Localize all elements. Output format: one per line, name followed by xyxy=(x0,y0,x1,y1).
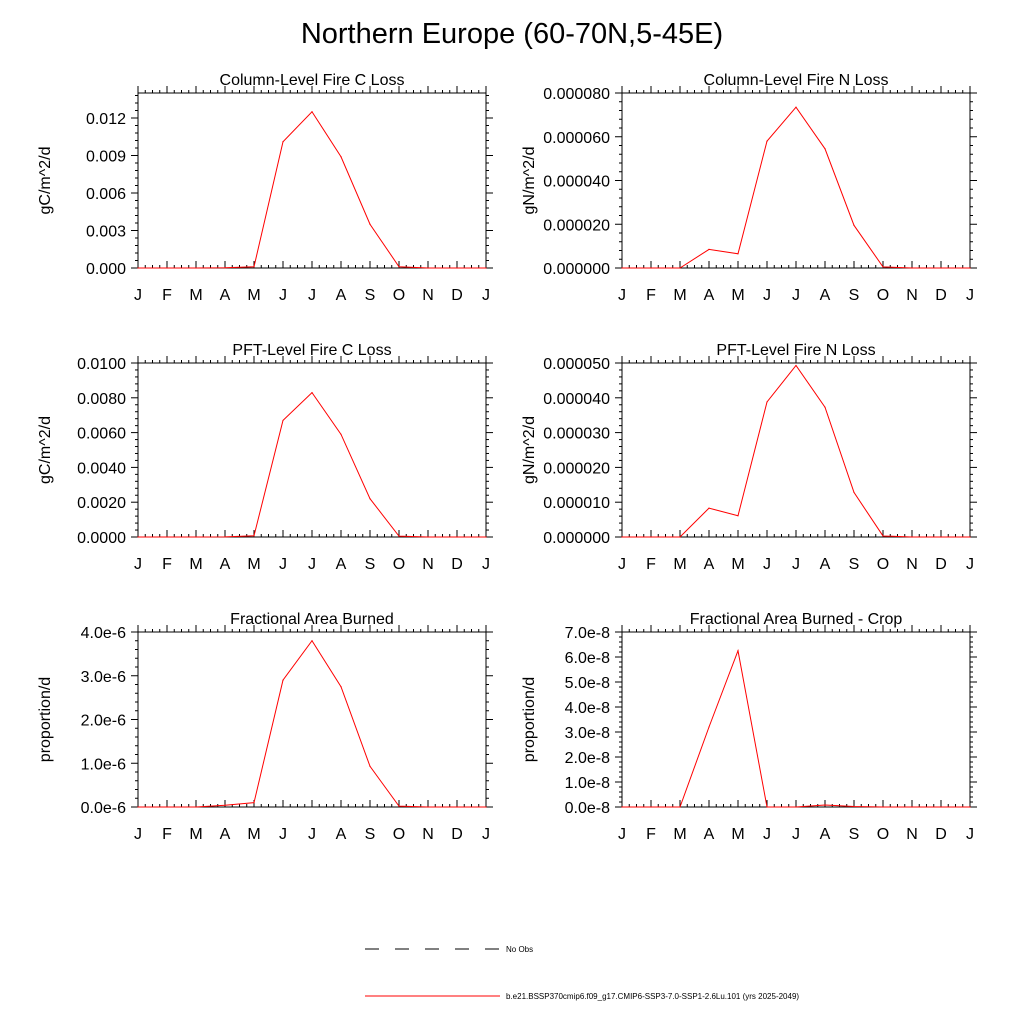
data-point xyxy=(340,434,341,435)
data-point xyxy=(766,401,767,402)
panel-title: PFT-Level Fire C Loss xyxy=(232,342,392,359)
x-tick-label: N xyxy=(422,287,434,304)
x-tick-label: J xyxy=(618,556,626,573)
plot-frame xyxy=(138,363,486,537)
y-tick-label: 3.0e-6 xyxy=(80,668,126,686)
y-tick-label: 5.0e-8 xyxy=(564,675,610,692)
plot-frame xyxy=(622,363,970,537)
x-tick-label: O xyxy=(392,287,406,304)
y-tick-label: 0.000000 xyxy=(543,261,610,278)
data-point xyxy=(369,498,370,499)
x-tick-label: J xyxy=(134,287,142,304)
x-tick-label: A xyxy=(219,287,231,304)
x-tick-label: N xyxy=(906,287,918,304)
x-tick-label: S xyxy=(364,287,376,304)
y-tick-label: 0.000060 xyxy=(543,129,610,147)
x-tick-label: F xyxy=(162,556,172,573)
x-tick-label: J xyxy=(618,287,626,304)
y-tick-label: 1.0e-6 xyxy=(80,756,126,774)
data-point xyxy=(340,686,341,687)
x-tick-label: D xyxy=(451,826,463,843)
data-point xyxy=(650,806,651,807)
y-tick-label: 0.0060 xyxy=(77,425,126,443)
data-point xyxy=(224,805,225,806)
y-tick-label: 0.012 xyxy=(85,111,126,128)
x-tick-label: M xyxy=(247,287,261,304)
x-tick-label: J xyxy=(482,556,490,573)
data-point xyxy=(940,267,941,268)
data-point xyxy=(485,267,486,268)
y-tick-label: 0.003 xyxy=(85,223,126,241)
data-point xyxy=(882,806,883,807)
y-tick-label: 0.000020 xyxy=(543,217,610,235)
y-tick-label: 0.006 xyxy=(85,186,126,203)
data-point xyxy=(166,806,167,807)
data-point xyxy=(737,515,738,516)
x-tick-label: F xyxy=(162,287,172,304)
x-tick-label: D xyxy=(935,556,947,573)
data-point xyxy=(137,806,138,807)
x-tick-label: S xyxy=(848,556,860,573)
x-tick-label: M xyxy=(189,287,203,304)
x-tick-label: J xyxy=(792,556,800,573)
data-point xyxy=(679,536,680,537)
y-tick-label: 0.000 xyxy=(85,261,126,278)
chart-panels xyxy=(37,72,977,843)
data-point xyxy=(824,148,825,149)
data-point xyxy=(621,267,622,268)
legend xyxy=(365,945,799,1001)
y-tick-label: 0.000030 xyxy=(543,425,610,443)
x-tick-label: J xyxy=(279,826,287,843)
x-tick-label: M xyxy=(731,556,745,573)
data-point xyxy=(253,535,254,536)
data-point xyxy=(311,640,312,641)
x-tick-label: D xyxy=(451,556,463,573)
y-tick-label: 4.0e-8 xyxy=(564,700,610,717)
data-point xyxy=(853,225,854,226)
data-point xyxy=(940,536,941,537)
plot-frame xyxy=(622,93,970,268)
data-point xyxy=(456,267,457,268)
chart-panel-4 xyxy=(521,342,977,573)
data-point xyxy=(137,267,138,268)
data-point xyxy=(824,804,825,805)
x-tick-label: A xyxy=(819,826,831,843)
data-point xyxy=(708,726,709,727)
data-point xyxy=(311,392,312,393)
x-tick-label: J xyxy=(966,287,974,304)
x-tick-label: A xyxy=(703,826,715,843)
panel-title: PFT-Level Fire N Loss xyxy=(716,342,876,359)
data-point xyxy=(766,141,767,142)
x-tick-label: J xyxy=(763,826,771,843)
y-axis-label: proportion/d xyxy=(521,676,538,763)
data-point xyxy=(398,536,399,537)
data-point xyxy=(166,536,167,537)
legend-label-no-obs: No Obs xyxy=(506,945,534,954)
data-point xyxy=(969,267,970,268)
data-point xyxy=(882,535,883,536)
data-point xyxy=(853,492,854,493)
data-point xyxy=(456,806,457,807)
data-point xyxy=(195,267,196,268)
x-tick-label: J xyxy=(308,556,316,573)
data-point xyxy=(650,536,651,537)
x-tick-label: F xyxy=(646,287,656,304)
y-tick-label: 0.000080 xyxy=(543,86,610,103)
x-tick-label: J xyxy=(134,826,142,843)
y-axis-label: gC/m^2/d xyxy=(37,146,54,215)
x-tick-label: M xyxy=(673,287,687,304)
y-tick-label: 6.0e-8 xyxy=(564,650,610,667)
data-point xyxy=(766,806,767,807)
y-axis-label: gC/m^2/d xyxy=(37,416,54,484)
data-point xyxy=(282,420,283,421)
data-point xyxy=(708,249,709,250)
x-tick-label: A xyxy=(219,826,231,843)
legend-label-model: b.e21.BSSP370cmip6.f09_g17.CMIP6-SSP3-7.0-SSP1-2.6Lu.101 (yrs 2025-2049) xyxy=(506,992,800,1001)
x-tick-label: A xyxy=(819,556,831,573)
x-tick-label: A xyxy=(703,287,715,304)
y-tick-label: 0.0000 xyxy=(77,530,126,547)
x-tick-label: M xyxy=(247,556,261,573)
y-tick-label: 4.0e-6 xyxy=(80,625,126,642)
y-tick-label: 0.0040 xyxy=(77,460,126,478)
x-tick-label: J xyxy=(279,287,287,304)
x-tick-label: A xyxy=(335,287,347,304)
series-line-1 xyxy=(138,393,486,537)
y-tick-label: 0.000040 xyxy=(543,390,610,408)
data-point xyxy=(282,680,283,681)
y-tick-label: 1.0e-8 xyxy=(564,775,610,792)
data-point xyxy=(737,650,738,651)
x-tick-label: D xyxy=(935,826,947,843)
x-tick-label: M xyxy=(189,556,203,573)
x-tick-label: A xyxy=(335,556,347,573)
x-tick-label: J xyxy=(966,556,974,573)
data-point xyxy=(340,156,341,157)
data-point xyxy=(824,407,825,408)
x-tick-label: O xyxy=(876,826,890,843)
data-point xyxy=(224,536,225,537)
data-point xyxy=(621,806,622,807)
x-tick-label: J xyxy=(618,826,626,843)
y-tick-label: 0.009 xyxy=(85,148,126,166)
x-tick-label: M xyxy=(731,826,745,843)
x-tick-label: F xyxy=(646,826,656,843)
data-point xyxy=(282,141,283,142)
x-tick-label: D xyxy=(935,287,947,304)
x-tick-label: O xyxy=(392,826,406,843)
data-point xyxy=(166,267,167,268)
y-tick-label: 0.0e-8 xyxy=(564,800,610,817)
data-point xyxy=(195,536,196,537)
data-point xyxy=(427,806,428,807)
x-tick-label: S xyxy=(364,826,376,843)
x-tick-label: A xyxy=(335,826,347,843)
data-point xyxy=(224,267,225,268)
plot-frame xyxy=(622,632,970,807)
x-tick-label: O xyxy=(876,556,890,573)
x-tick-label: J xyxy=(792,287,800,304)
y-axis-label: proportion/d xyxy=(37,676,54,763)
plot-frame xyxy=(138,632,486,807)
chart-panel-5 xyxy=(37,611,493,843)
x-tick-label: O xyxy=(876,287,890,304)
chart-panel-1 xyxy=(37,72,493,304)
x-tick-label: J xyxy=(134,556,142,573)
x-tick-label: J xyxy=(279,556,287,573)
figure-title: Northern Europe (60-70N,5-45E) xyxy=(300,18,724,50)
x-tick-label: M xyxy=(189,826,203,843)
data-point xyxy=(621,536,622,537)
chart-panel-2 xyxy=(521,72,977,304)
x-tick-label: J xyxy=(308,287,316,304)
data-point xyxy=(398,806,399,807)
x-tick-label: M xyxy=(247,826,261,843)
data-point xyxy=(737,253,738,254)
series-line-1 xyxy=(622,107,970,268)
y-tick-label: 0.000050 xyxy=(543,356,610,373)
data-point xyxy=(940,806,941,807)
data-point xyxy=(650,267,651,268)
panel-title: Fractional Area Burned - Crop xyxy=(689,611,903,628)
y-axis-label: gN/m^2/d xyxy=(521,416,538,484)
x-tick-label: M xyxy=(673,826,687,843)
series-line-1 xyxy=(622,651,970,807)
series-line-1 xyxy=(622,365,970,537)
x-tick-label: S xyxy=(848,287,860,304)
plot-frame xyxy=(138,93,486,268)
data-point xyxy=(456,536,457,537)
data-point xyxy=(253,266,254,267)
x-tick-label: D xyxy=(451,287,463,304)
data-point xyxy=(253,802,254,803)
x-tick-label: J xyxy=(966,826,974,843)
data-point xyxy=(911,267,912,268)
x-tick-label: J xyxy=(763,556,771,573)
y-tick-label: 0.000000 xyxy=(543,530,610,547)
y-tick-label: 0.0100 xyxy=(77,356,126,373)
data-point xyxy=(195,806,196,807)
y-tick-label: 2.0e-8 xyxy=(564,750,610,767)
data-point xyxy=(795,365,796,366)
x-tick-label: A xyxy=(819,287,831,304)
y-tick-label: 0.0020 xyxy=(77,495,126,513)
y-tick-label: 7.0e-8 xyxy=(564,625,610,642)
data-point xyxy=(911,536,912,537)
x-tick-label: N xyxy=(422,556,434,573)
x-tick-label: A xyxy=(219,556,231,573)
series-line-1 xyxy=(138,641,486,807)
panel-title: Column-Level Fire C Loss xyxy=(219,72,405,89)
data-point xyxy=(137,536,138,537)
data-point xyxy=(485,536,486,537)
chart-panel-3 xyxy=(37,342,493,573)
x-tick-label: S xyxy=(364,556,376,573)
x-tick-label: F xyxy=(646,556,656,573)
x-tick-label: J xyxy=(308,826,316,843)
x-tick-label: N xyxy=(906,556,918,573)
data-point xyxy=(969,536,970,537)
data-point xyxy=(311,111,312,112)
data-point xyxy=(369,766,370,767)
y-tick-label: 0.000040 xyxy=(543,173,610,191)
y-tick-label: 0.0080 xyxy=(77,390,126,408)
x-tick-label: M xyxy=(673,556,687,573)
data-point xyxy=(679,267,680,268)
x-tick-label: M xyxy=(731,287,745,304)
data-point xyxy=(853,806,854,807)
x-tick-label: S xyxy=(848,826,860,843)
data-point xyxy=(427,267,428,268)
chart-panel-6 xyxy=(521,611,977,843)
data-point xyxy=(427,536,428,537)
x-tick-label: J xyxy=(763,287,771,304)
data-point xyxy=(708,508,709,509)
data-point xyxy=(795,806,796,807)
y-axis-label: gN/m^2/d xyxy=(521,146,538,215)
y-tick-label: 0.000020 xyxy=(543,460,610,478)
x-tick-label: N xyxy=(422,826,434,843)
x-tick-label: F xyxy=(162,826,172,843)
x-tick-label: J xyxy=(482,287,490,304)
data-point xyxy=(969,806,970,807)
data-point xyxy=(485,806,486,807)
panel-title: Column-Level Fire N Loss xyxy=(703,72,889,89)
x-tick-label: J xyxy=(482,826,490,843)
y-tick-label: 0.000010 xyxy=(543,495,610,513)
panel-title: Fractional Area Burned xyxy=(230,611,394,628)
x-tick-label: N xyxy=(906,826,918,843)
x-tick-label: A xyxy=(703,556,715,573)
series-line-1 xyxy=(138,112,486,268)
data-point xyxy=(795,107,796,108)
y-tick-label: 3.0e-8 xyxy=(564,725,610,742)
x-tick-label: O xyxy=(392,556,406,573)
x-tick-label: J xyxy=(792,826,800,843)
data-point xyxy=(911,806,912,807)
data-point xyxy=(882,266,883,267)
y-tick-label: 2.0e-6 xyxy=(80,712,126,730)
y-tick-label: 0.0e-6 xyxy=(80,800,126,817)
data-point xyxy=(369,224,370,225)
data-point xyxy=(398,266,399,267)
data-point xyxy=(679,806,680,807)
